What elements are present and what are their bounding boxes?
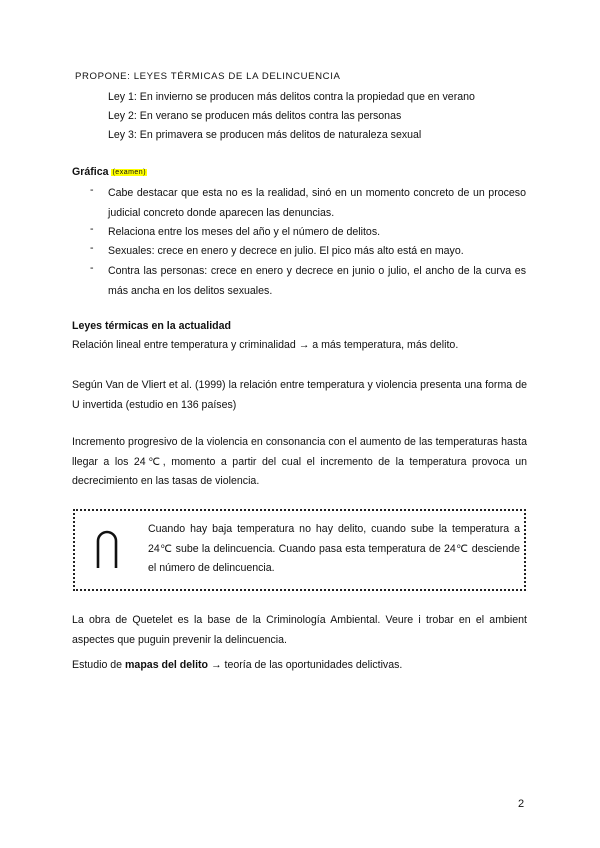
estudio-suffix: → teoría de las oportunidades delictivas. bbox=[208, 659, 403, 671]
page-number: 2 bbox=[518, 798, 525, 810]
bullet-dash: - bbox=[90, 223, 94, 235]
grafica-bullet-3: Sexuales: crece en enero y decrece en julio. El pico más alto está en mayo. bbox=[108, 245, 464, 257]
estudio-line bbox=[72, 659, 402, 671]
bullet-dash: - bbox=[90, 184, 94, 196]
grafica-title: Gráfica bbox=[72, 166, 109, 178]
grafica-bullet-4: Contra las personas: crece en enero y decrece en junio o julio, el ancho de la curva es más ancha en los delitos sexuales. bbox=[108, 265, 526, 297]
section-heading-propone: PROPONE: LEYES TÉRMICAS DE LA DELINCUENCIA bbox=[75, 71, 341, 82]
grafica-heading bbox=[72, 166, 147, 178]
ley-1: Ley 1: En invierno se producen más delitos contra la propiedad que en verano bbox=[108, 91, 475, 103]
ley-3: Ley 3: En primavera se producen más delitos de naturaleza sexual bbox=[108, 129, 422, 141]
incremento-paragraph: Incremento progresivo de la violencia en consonancia con el aumento de las temperaturas hasta llegar a los 24℃, momento a partir del cual el incremento de la temperatura provoca un decrecimiento en las tasas de violencia. bbox=[72, 436, 527, 487]
ley-2: Ley 2: En verano se producen más delitos contra las personas bbox=[108, 110, 402, 122]
vliert-paragraph: Según Van de Vliert et al. (1999) la relación entre temperatura y violencia presenta una forma de U invertida (estudio en 136 países) bbox=[72, 379, 527, 411]
grafica-bullet-2: Relaciona entre los meses del año y el número de delitos. bbox=[108, 226, 381, 238]
actualidad-heading: Leyes térmicas en la actualidad bbox=[72, 320, 231, 332]
estudio-bold: mapas del delito bbox=[125, 659, 209, 671]
note-box-text: Cuando hay baja temperatura no hay delito, cuando sube la temperatura a 24℃ sube la delincuencia. Cuando pasa esta temperatura de 24℃ desciende el número de delincuencia. bbox=[148, 523, 520, 574]
quetelet-paragraph: La obra de Quetelet es la base de la Criminología Ambiental. Veure i trobar en el ambient aspectes que puguin prevenir la delincuencia. bbox=[72, 614, 527, 646]
bullet-dash: - bbox=[90, 242, 94, 254]
inverted-u-icon bbox=[95, 528, 119, 568]
actualidad-line: Relación lineal entre temperatura y criminalidad → a más temperatura, más delito. bbox=[72, 339, 459, 351]
estudio-prefix: Estudio de bbox=[72, 659, 126, 671]
exam-highlight-tag: (examen) bbox=[112, 169, 147, 176]
bullet-dash: - bbox=[90, 262, 94, 274]
grafica-bullet-1: Cabe destacar que esta no es la realidad, sinó en un momento concreto de un proceso judicial concreto donde aparecen las denuncias. bbox=[108, 187, 526, 219]
